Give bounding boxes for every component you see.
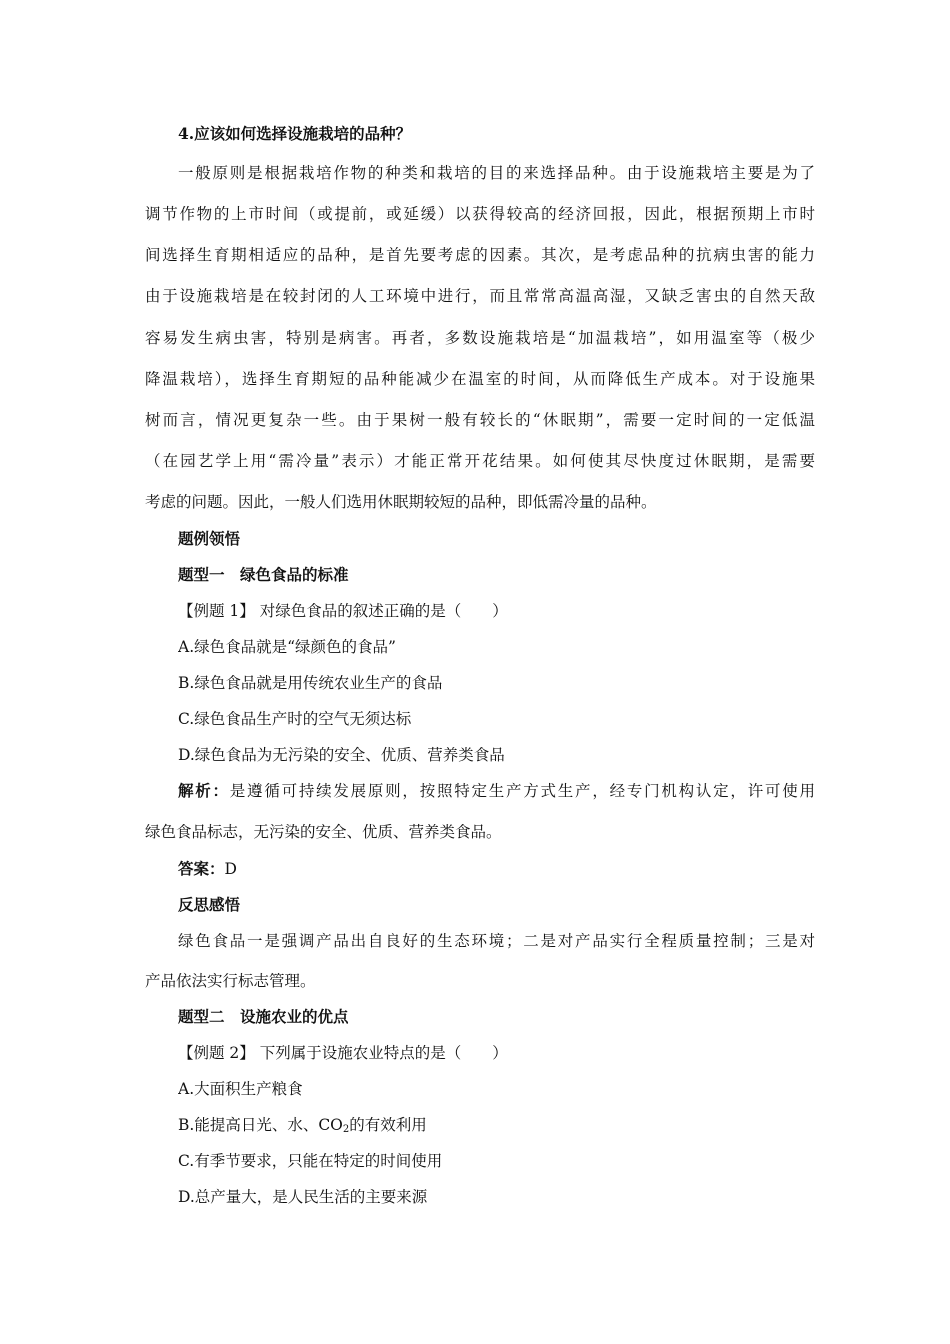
option-b-text: B.能提高日光、水、CO <box>178 1116 343 1134</box>
co2-subscript: 2 <box>342 1124 350 1135</box>
section-4-title: 4.应该如何选择设施栽培的品种？ <box>178 124 412 143</box>
example-2-option-d: D.总产量大，是人民生活的主要来源 <box>178 1188 428 1206</box>
example-1-option-b: B.绿色食品就是用传统农业生产的食品 <box>178 674 443 692</box>
answer-label: 答案： <box>178 859 225 878</box>
answer-value: D <box>224 860 237 878</box>
examples-heading: 题例领悟 <box>178 529 241 548</box>
paragraph-line: 容易发生病虫害，特别是病害。再者，多数设施栽培是“加温栽培”，如用温室等（极少 <box>145 329 815 347</box>
type-2-heading: 题型二 设施农业的优点 <box>178 1007 349 1026</box>
example-1-option-d: D.绿色食品为无污染的安全、优质、营养类食品 <box>178 746 505 764</box>
analysis-label: 解析： <box>178 781 230 800</box>
example-2-option-b <box>178 1115 815 1135</box>
reflection-line: 绿色食品一是强调产品出自良好的生态环境；二是对产品实行全程质量控制；三是对 <box>178 932 815 950</box>
example-2-option-c: C.有季节要求，只能在特定的时间使用 <box>178 1152 443 1170</box>
paragraph-line: 一般原则是根据栽培作物的种类和栽培的目的来选择品种。由于设施栽培主要是为了 <box>178 164 815 182</box>
paragraph-line: 降温栽培），选择生育期短的品种能减少在温室的时间，从而降低生产成本。对于设施果 <box>145 370 815 388</box>
paragraph-line: 考虑的问题。因此，一般人们选用休眠期较短的品种，即低需冷量的品种。 <box>145 493 657 511</box>
example-2-question: 【例题 2】 下列属于设施农业特点的是（ ） <box>178 1044 508 1062</box>
example-1-analysis <box>178 781 815 801</box>
paragraph-line: 调节作物的上市时间（或提前，或延缓）以获得较高的经济回报，因此，根据预期上市时 <box>145 205 815 223</box>
paragraph-line: 间选择生育期相适应的品种，是首先要考虑的因素。其次，是考虑品种的抗病虫害的能力 <box>145 246 815 264</box>
analysis-text: 是遵循可持续发展原则，按照特定生产方式生产，经专门机构认定，许可使用 <box>229 782 815 800</box>
example-1-question: 【例题 1】 对绿色食品的叙述正确的是（ ） <box>178 602 508 620</box>
paragraph-line: 树而言，情况更复杂一些。由于果树一般有较长的“休眠期”，需要一定时间的一定低温 <box>145 411 815 429</box>
example-1-option-a: A.绿色食品就是“绿颜色的食品” <box>178 638 396 656</box>
reflection-line: 产品依法实行标志管理。 <box>145 972 316 990</box>
paragraph-line: （在园艺学上用“需冷量”表示）才能正常开花结果。如何使其尽快度过休眠期，是需要 <box>145 452 815 470</box>
example-1-analysis-cont: 绿色食品标志，无污染的安全、优质、营养类食品。 <box>145 823 502 841</box>
example-1-answer <box>178 859 815 879</box>
option-b-text-end: 的有效利用 <box>349 1116 427 1134</box>
example-2-option-a: A.大面积生产粮食 <box>178 1080 303 1098</box>
reflection-heading: 反思感悟 <box>178 895 241 914</box>
example-1-option-c: C.绿色食品生产时的空气无须达标 <box>178 710 412 728</box>
type-1-heading: 题型一 绿色食品的标准 <box>178 565 349 584</box>
paragraph-line: 由于设施栽培是在较封闭的人工环境中进行，而且常常高温高湿，又缺乏害虫的自然天敌 <box>145 287 815 305</box>
